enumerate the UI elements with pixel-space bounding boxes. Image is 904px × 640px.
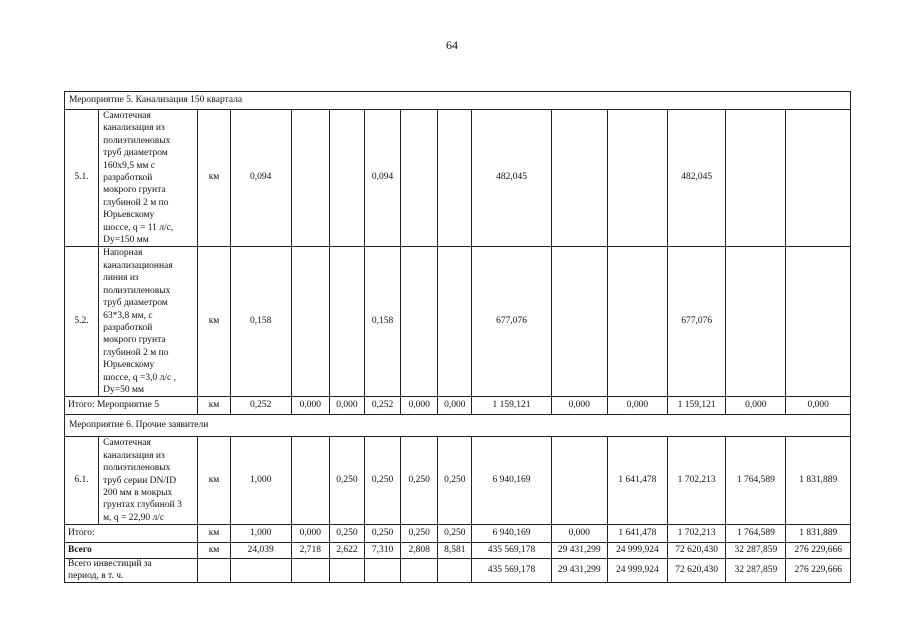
value-cell: [551, 247, 607, 397]
value-cell: 0,000: [551, 525, 607, 543]
row-number: 5.2.: [65, 247, 99, 397]
value-cell: [401, 559, 438, 583]
value-cell: [365, 559, 401, 583]
value-cell: 6 940,169: [472, 525, 551, 543]
value-cell: [438, 247, 472, 397]
value-cell: 1,000: [230, 437, 291, 525]
value-cell: 1 159,121: [472, 397, 551, 415]
value-cell: 0,000: [786, 397, 851, 415]
row-label: Всего: [65, 543, 198, 559]
value-cell: 276 229,666: [786, 543, 851, 559]
value-cell: 7,310: [365, 543, 401, 559]
table-row: [65, 437, 851, 525]
unit-cell: км: [198, 543, 230, 559]
value-cell: 0,250: [438, 437, 472, 525]
row-description: Самотечная канализация из полиэтиленовых труб серии DN/ID 200 мм в мокрых грунтах глубиной 3 м, q = 22,90 л/с: [99, 437, 198, 525]
value-cell: 0,250: [401, 437, 438, 525]
value-cell: 24 999,924: [607, 543, 667, 559]
value-cell: 0,250: [438, 525, 472, 543]
value-cell: [291, 247, 329, 397]
row-number: 6.1.: [65, 437, 99, 525]
value-cell: 482,045: [668, 110, 726, 247]
value-cell: 0,250: [365, 437, 401, 525]
value-cell: [726, 110, 786, 247]
investments-row: [65, 559, 851, 583]
value-cell: 32 287,859: [726, 543, 786, 559]
value-cell: 8,581: [438, 543, 472, 559]
value-cell: 72 620,430: [668, 559, 726, 583]
value-cell: 0,250: [329, 525, 364, 543]
table-row: [65, 110, 851, 247]
row-label: Итого: Мероприятие 5: [65, 397, 198, 415]
table-row: [65, 247, 851, 397]
value-cell: 6 940,169: [472, 437, 551, 525]
value-cell: 0,250: [329, 437, 364, 525]
row-number: 5.1.: [65, 110, 99, 247]
value-cell: 0,094: [365, 110, 401, 247]
value-cell: 1 764,589: [726, 437, 786, 525]
investment-table: [64, 91, 851, 583]
value-cell: [291, 559, 329, 583]
value-cell: 0,250: [365, 525, 401, 543]
value-cell: [329, 247, 364, 397]
value-cell: 29 431,299: [551, 543, 607, 559]
row-description: Напорная канализационная линия из полиэтиленовых труб диаметром 63*3,8 мм, с разработкой мокрого грунта глубиной 2 м по Юрьевскому шоссе, q =3,0 л/с , Dy=50 мм: [99, 247, 198, 397]
unit-cell: км: [198, 397, 230, 415]
value-cell: 2,718: [291, 543, 329, 559]
value-cell: 0,000: [607, 397, 667, 415]
value-cell: 0,250: [401, 525, 438, 543]
value-cell: 0,000: [329, 397, 364, 415]
value-cell: 1 764,589: [726, 525, 786, 543]
unit-cell: км: [198, 247, 230, 397]
value-cell: 1 641,478: [607, 525, 667, 543]
value-cell: 0,000: [726, 397, 786, 415]
unit-cell: км: [198, 437, 230, 525]
section-header-row: [65, 92, 851, 110]
unit-cell: км: [198, 110, 230, 247]
value-cell: 1 702,213: [668, 525, 726, 543]
value-cell: [291, 437, 329, 525]
section-header-row: [65, 415, 851, 437]
page-number: 64: [446, 38, 458, 52]
value-cell: 2,808: [401, 543, 438, 559]
value-cell: 1 641,478: [607, 437, 667, 525]
value-cell: [551, 110, 607, 247]
value-cell: 0,000: [438, 397, 472, 415]
section-header: Мероприятие 5. Канализация 150 квартала: [65, 92, 851, 110]
value-cell: 24 999,924: [607, 559, 667, 583]
value-cell: 0,252: [365, 397, 401, 415]
unit-cell: [198, 559, 230, 583]
value-cell: [438, 110, 472, 247]
value-cell: [230, 559, 291, 583]
value-cell: 435 569,178: [472, 559, 551, 583]
value-cell: 0,000: [291, 397, 329, 415]
value-cell: 29 431,299: [551, 559, 607, 583]
value-cell: 1 831,889: [786, 437, 851, 525]
value-cell: [551, 437, 607, 525]
value-cell: [329, 110, 364, 247]
value-cell: 1 831,889: [786, 525, 851, 543]
row-label: Всего инвестиций за период, в т. ч.: [65, 559, 198, 583]
value-cell: 1 702,213: [668, 437, 726, 525]
section-header: Мероприятие 6. Прочие заявители: [65, 415, 851, 437]
value-cell: 0,158: [230, 247, 291, 397]
unit-cell: км: [198, 525, 230, 543]
section-total-row: [65, 397, 851, 415]
value-cell: [607, 247, 667, 397]
value-cell: [401, 247, 438, 397]
value-cell: [438, 559, 472, 583]
value-cell: [726, 247, 786, 397]
value-cell: 0,000: [401, 397, 438, 415]
value-cell: 1,000: [230, 525, 291, 543]
value-cell: [607, 110, 667, 247]
value-cell: [786, 110, 851, 247]
row-label: Итого:: [65, 525, 198, 543]
value-cell: 677,076: [668, 247, 726, 397]
value-cell: [401, 110, 438, 247]
value-cell: 72 620,430: [668, 543, 726, 559]
value-cell: [291, 110, 329, 247]
grand-total-row: [65, 543, 851, 559]
value-cell: [329, 559, 364, 583]
value-cell: 677,076: [472, 247, 551, 397]
value-cell: 0,094: [230, 110, 291, 247]
value-cell: 1 159,121: [668, 397, 726, 415]
value-cell: [786, 247, 851, 397]
row-description: Самотечная канализация из полиэтиленовых труб диаметром 160х9,5 мм с разработкой мокрого грунта глубиной 2 м по Юрьевскому шоссе, q = 11 л/с, Dy=150 мм: [99, 110, 198, 247]
value-cell: 0,158: [365, 247, 401, 397]
value-cell: 0,000: [551, 397, 607, 415]
value-cell: 0,000: [291, 525, 329, 543]
value-cell: 32 287,859: [726, 559, 786, 583]
section-total-row: [65, 525, 851, 543]
value-cell: 276 229,666: [786, 559, 851, 583]
value-cell: 0,252: [230, 397, 291, 415]
value-cell: 2,622: [329, 543, 364, 559]
value-cell: 482,045: [472, 110, 551, 247]
value-cell: 435 569,178: [472, 543, 551, 559]
value-cell: 24,039: [230, 543, 291, 559]
